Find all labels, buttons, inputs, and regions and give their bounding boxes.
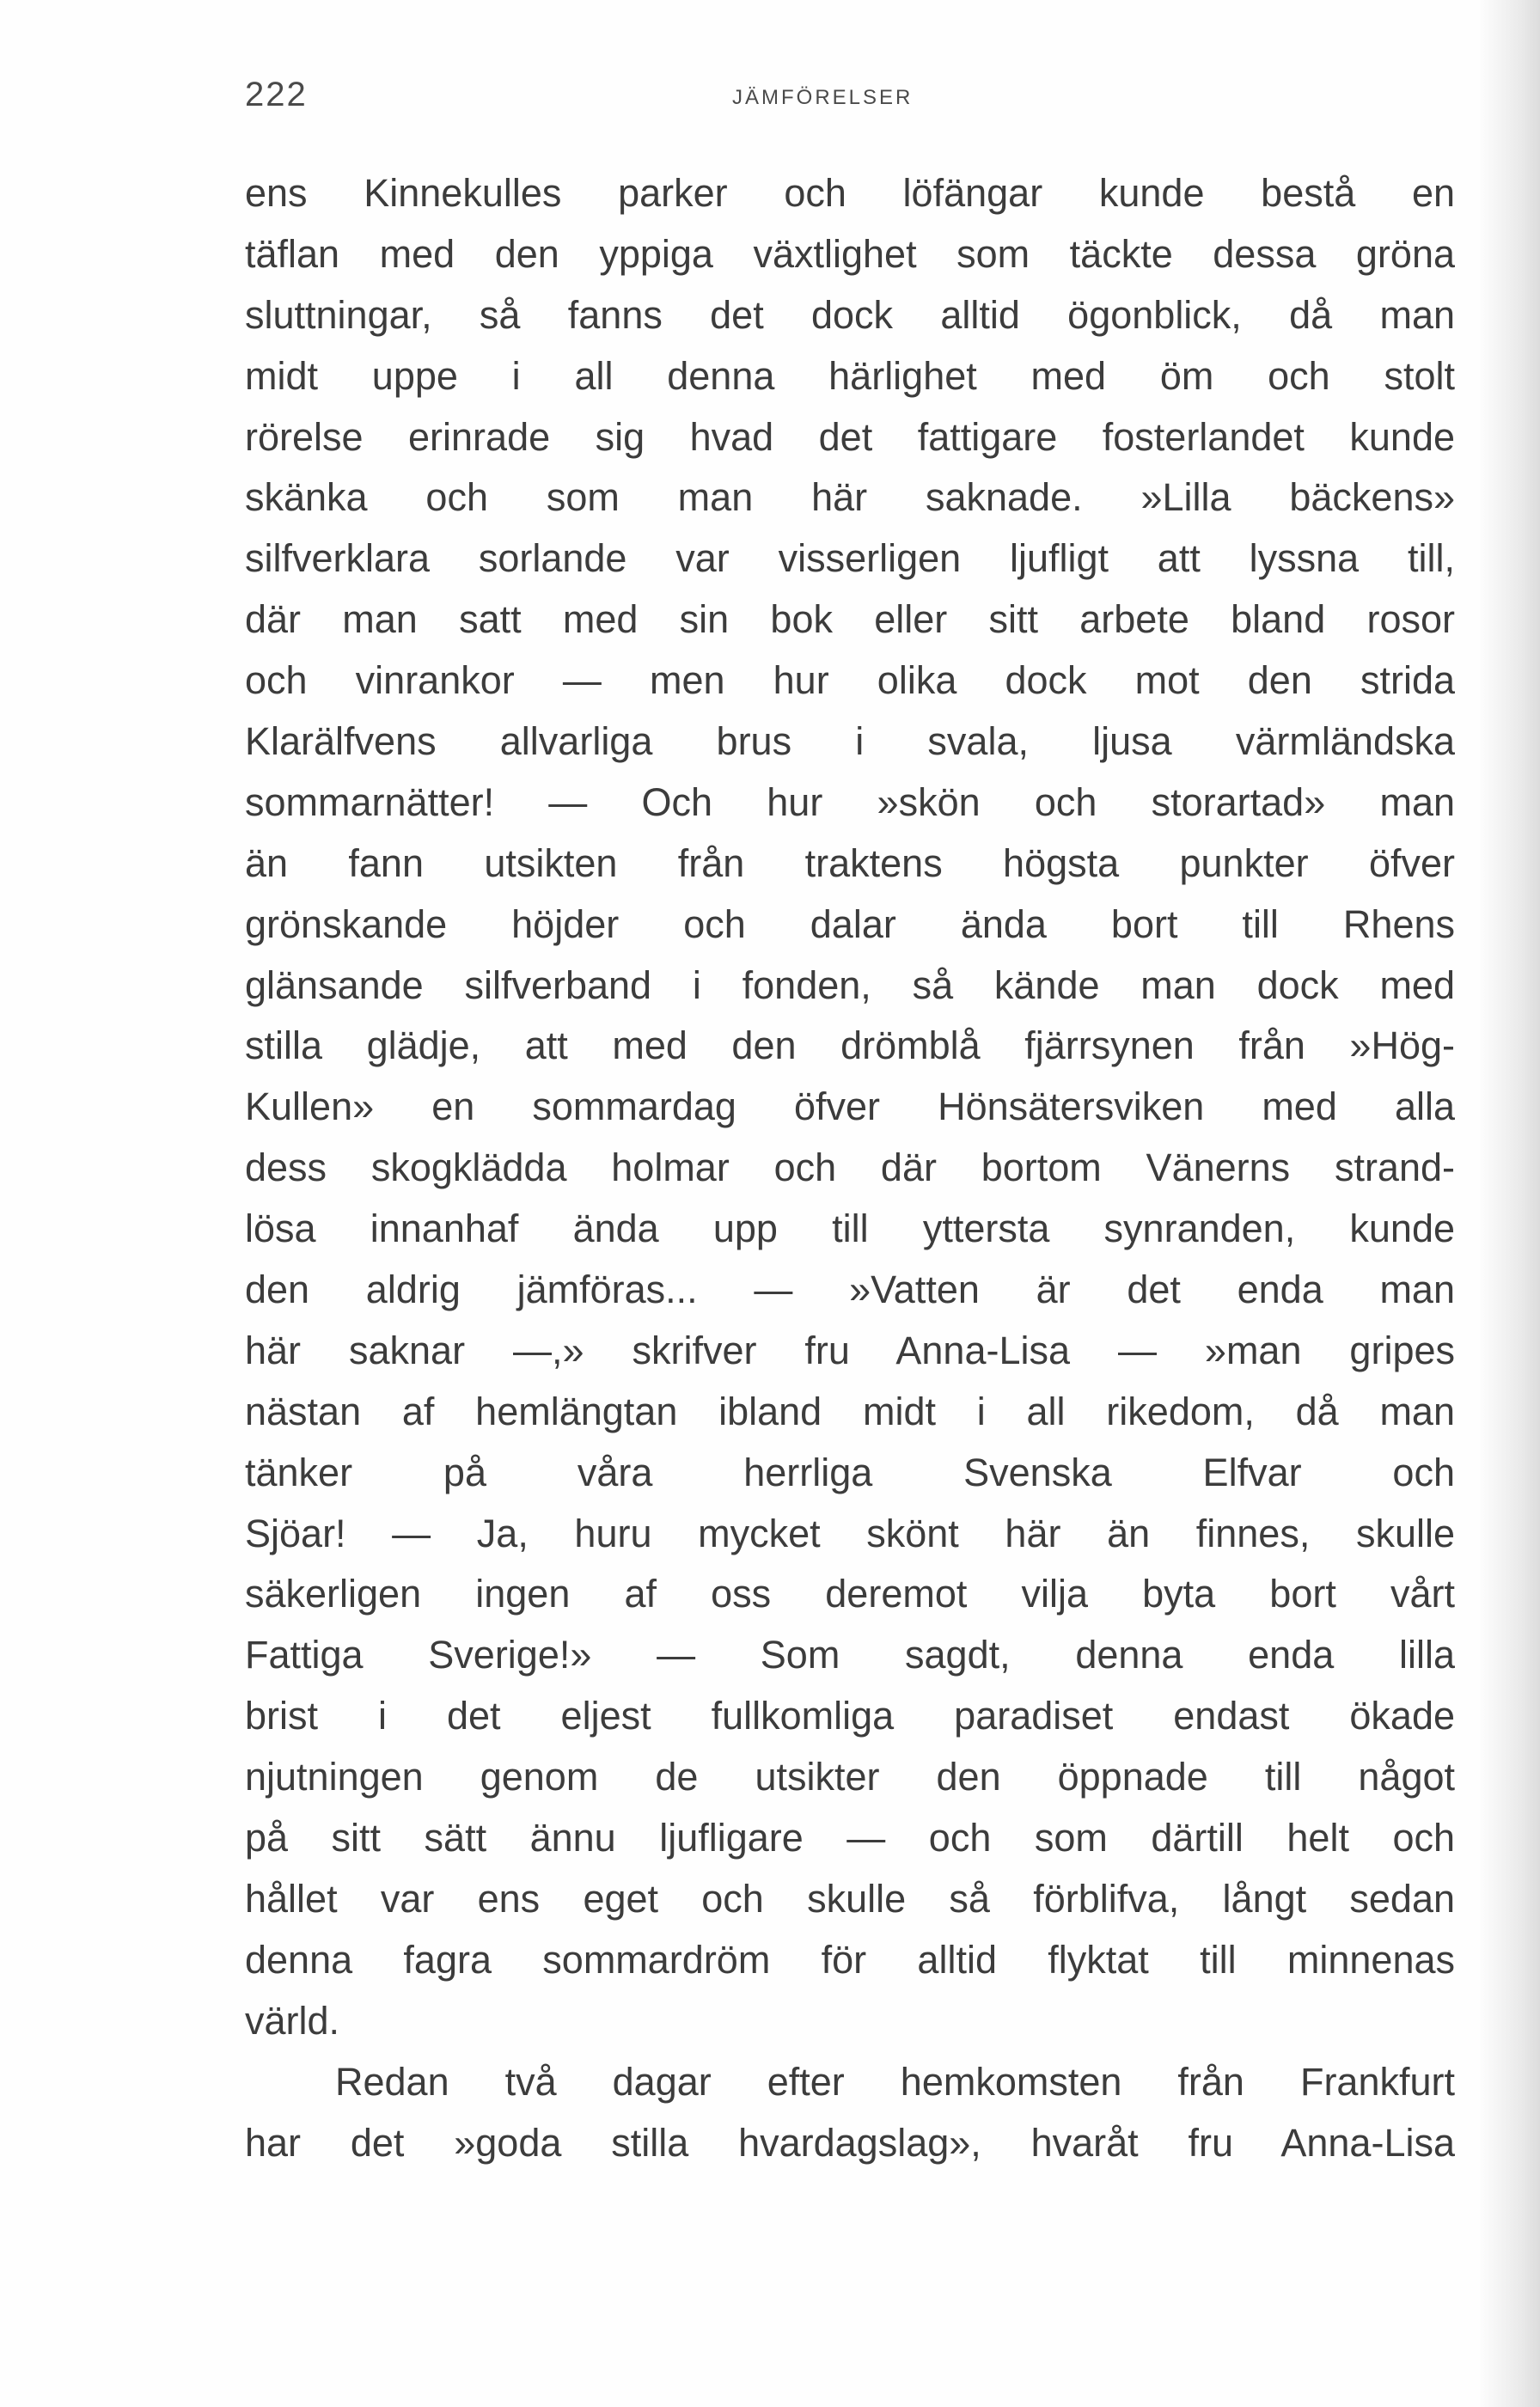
text-line: på sitt sätt ännu ljufligare — och som därtill helt och <box>245 1816 1455 1860</box>
text-line: här saknar —,» skrifver fru Anna-Lisa — »man gripes <box>245 1328 1455 1372</box>
text-line: tänker på våra herrliga Svenska Elfvar och <box>245 1450 1455 1494</box>
text-line: Sjöar! — Ja, huru mycket skönt här än finnes, skulle <box>245 1511 1455 1555</box>
text-line: rörelse erinrade sig hvad det fattigare fosterlandet kunde <box>245 414 1455 459</box>
text-line: Redan två dagar efter hemkomsten från Frankfurt <box>335 2059 1455 2104</box>
text-line: skänka och som man här saknade. »Lilla bäckens» <box>245 475 1455 520</box>
text-line: brist i det eljest fullkomliga paradiset endast ökade <box>245 1694 1455 1738</box>
text-line: glänsande silfverband i fonden, så kände man dock med <box>245 962 1455 1007</box>
text-line: dess skogklädda holmar och där bortom Vänerns strand- <box>245 1145 1455 1190</box>
text-line: hållet var ens eget och skulle så förblifva, långt sedan <box>245 1876 1455 1921</box>
text-line: lösa innanhaf ända upp till yttersta synranden, kunde <box>245 1207 1455 1251</box>
text-line: stilla glädje, att med den drömblå fjärrsynen från »Hög- <box>245 1023 1455 1068</box>
text-line: har det »goda stilla hvardagslag», hvaråt fru Anna-Lisa <box>245 2120 1455 2165</box>
text-line: Klarälfvens allvarliga brus i svala, ljusa värmländska <box>245 719 1455 764</box>
text-line: den aldrig jämföras... — »Vatten är det enda man <box>245 1268 1455 1312</box>
text-line: sommarnätter! — Och hur »skön och storartad» man <box>245 779 1455 824</box>
text-line: ens Kinnekulles parker och löfängar kunde bestå en <box>245 171 1455 215</box>
page-number: 222 <box>245 76 308 113</box>
text-line: grönskande höjder och dalar ända bort till Rhens <box>245 901 1455 946</box>
text-line: Kullen» en sommardag öfver Hönsätersviken med alla <box>245 1084 1455 1129</box>
text-line: njutningen genom de utsikter den öppnade till något <box>245 1755 1455 1799</box>
text-line: sluttningar, så fanns det dock alltid ögonblick, då man <box>245 292 1455 337</box>
text-line: värld. <box>245 1998 340 2043</box>
text-line: Fattiga Sverige!» — Som sagdt, denna enda lilla <box>245 1633 1455 1677</box>
text-line: denna fagra sommardröm för alltid flyktat till minnenas <box>245 1937 1455 1982</box>
page-header <box>245 69 1465 120</box>
text-line: silfverklara sorlande var visserligen ljufligt att lyssna till, <box>245 536 1455 581</box>
text-line: och vinrankor — men hur olika dock mot den strida <box>245 658 1455 703</box>
text-line: där man satt med sin bok eller sitt arbete bland rosor <box>245 597 1455 642</box>
running-title: JÄMFÖRELSER <box>732 86 914 109</box>
page-edge <box>1480 0 1540 2407</box>
text-line: nästan af hemlängtan ibland midt i all rikedom, då man <box>245 1389 1455 1433</box>
text-line: täflan med den yppiga växtlighet som täckte dessa gröna <box>245 231 1455 276</box>
text-line: midt uppe i all denna härlighet med öm och stolt <box>245 353 1455 398</box>
text-line: än fann utsikten från traktens högsta punkter öfver <box>245 840 1455 885</box>
text-line: säkerligen ingen af oss deremot vilja byta bort vårt <box>245 1572 1455 1616</box>
body-text <box>245 163 1455 2173</box>
